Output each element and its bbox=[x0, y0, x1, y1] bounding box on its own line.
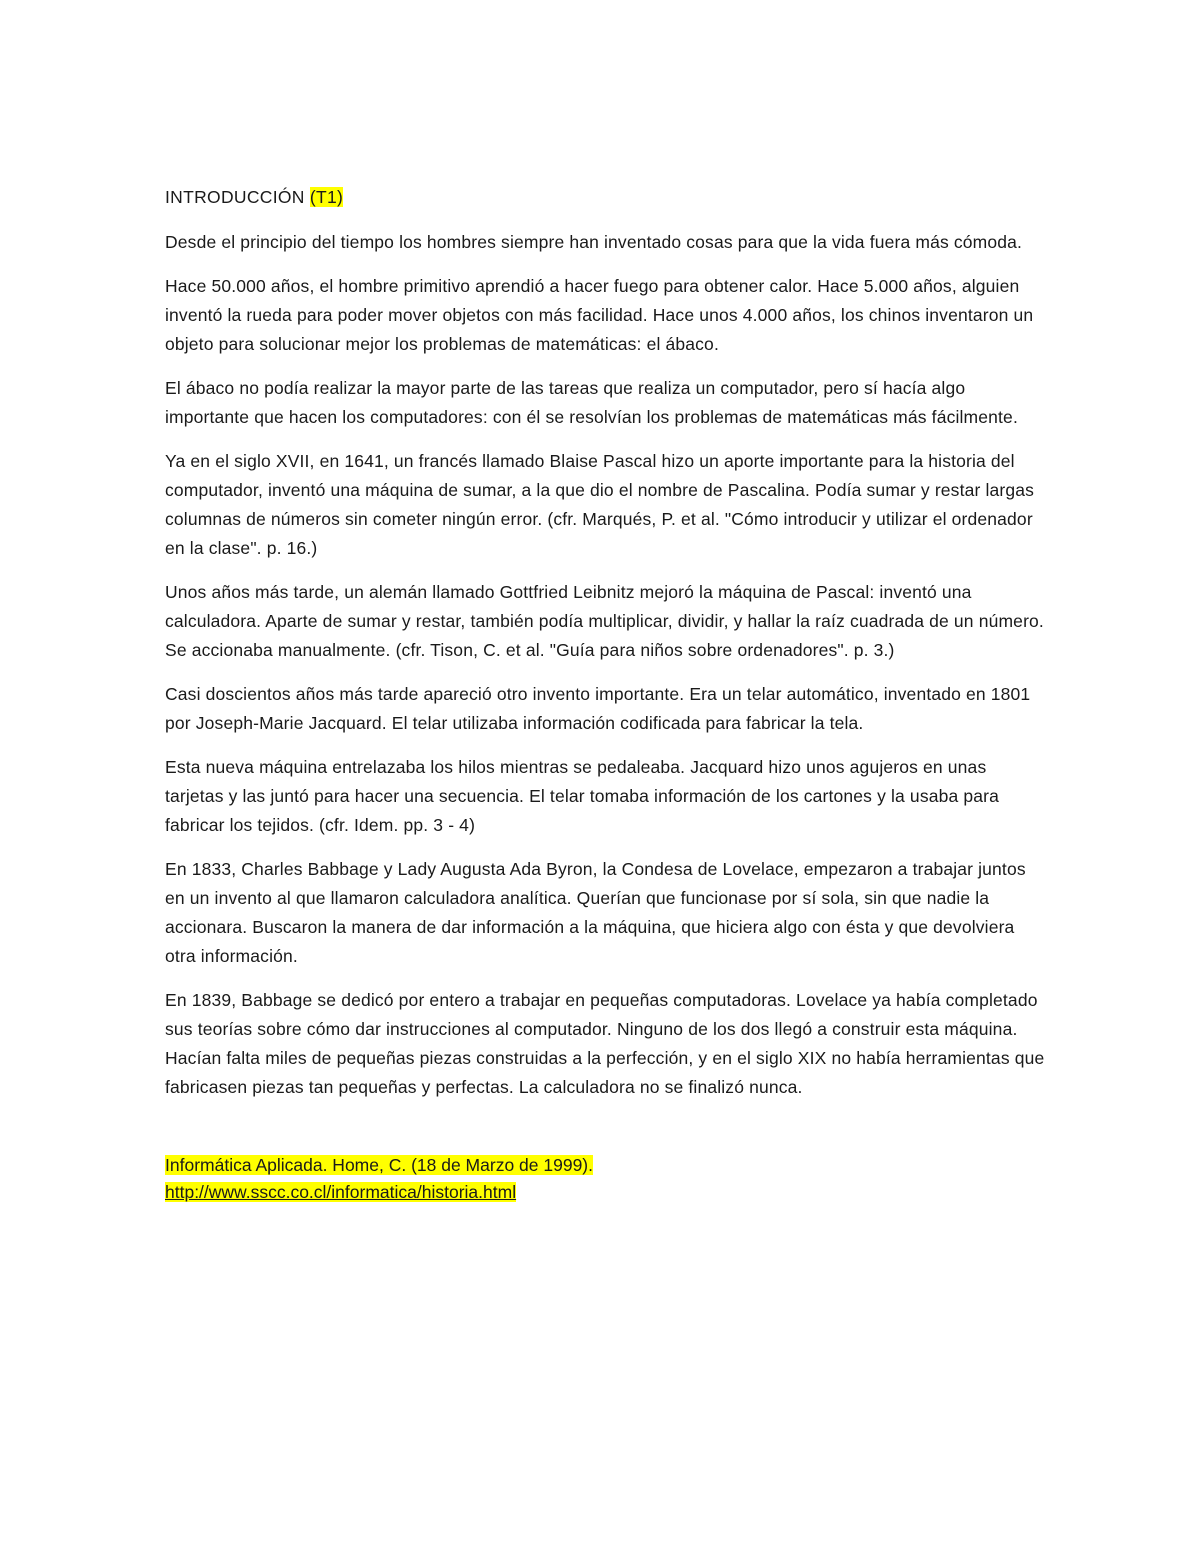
paragraph-9: En 1839, Babbage se dedicó por entero a trabajar en pequeñas computadoras. Lovelace ya había completado sus teorías sobre cómo dar instrucciones al computador. Ninguno de los dos llegó a construir esta máquina. Hacían falta miles de pequeñas piezas construidas a la perfección, y en el siglo XIX no había herramientas que fabricasen piezas tan pequeñas y perfectas. La calculadora no se finalizó nunca. bbox=[165, 990, 1045, 1097]
paragraph-2: Hace 50.000 años, el hombre primitivo aprendió a hacer fuego para obtener calor. Hace 5.000 años, alguien inventó la rueda para poder mover objetos con más facilidad. Hace unos 4.000 años, los chinos inventaron un objeto para solucionar mejor los problemas de matemáticas: el ábaco. bbox=[165, 276, 1034, 354]
title-text: INTRODUCCIÓN bbox=[165, 187, 305, 207]
document-page bbox=[165, 183, 1045, 1206]
title-tag-highlight: (T1) bbox=[309, 187, 344, 207]
paragraph-8: En 1833, Charles Babbage y Lady Augusta Ada Byron, la Condesa de Lovelace, empezaron a trabajar juntos en un invento al que llamaron calculadora analítica. Querían que funcionase por sí sola, sin que nadie la accionara. Buscaron la manera de dar información a la máquina, que hiciera algo con ésta y que devolviera otra información. bbox=[165, 859, 1026, 966]
paragraph-7: Esta nueva máquina entrelazaba los hilos mientras se pedaleaba. Jacquard hizo unos agujeros en unas tarjetas y las juntó para hacer una secuencia. El telar tomaba información de los cartones y la usaba para fabricar los tejidos. (cfr. Idem. pp. 3 - 4) bbox=[165, 757, 999, 835]
document-title bbox=[165, 183, 1045, 212]
paragraph-4: Ya en el siglo XVII, en 1641, un francés llamado Blaise Pascal hizo un aporte importante para la historia del computador, inventó una máquina de sumar, a la que dio el nombre de Pascalina. Podía sumar y restar largas columnas de números sin cometer ningún error. (cfr. Marqués, P. et al. "Cómo introducir y utilizar el ordenador en la clase". p. 16.) bbox=[165, 451, 1035, 558]
paragraph-1: Desde el principio del tiempo los hombres siempre han inventado cosas para que la vida fuera más cómoda. bbox=[165, 232, 1023, 252]
reference-block bbox=[165, 1152, 1045, 1206]
paragraph-3: El ábaco no podía realizar la mayor parte de las tareas que realiza un computador, pero sí hacía algo importante que hacen los computadores: con él se resolvían los problemas de matemáticas más fácilmente. bbox=[165, 378, 1018, 427]
reference-citation: Informática Aplicada. Home, C. (18 de Marzo de 1999). bbox=[165, 1155, 593, 1175]
paragraph-6: Casi doscientos años más tarde apareció otro invento importante. Era un telar automático, inventado en 1801 por Joseph-Marie Jacquard. El telar utilizaba información codificada para fabricar la tela. bbox=[165, 684, 1031, 733]
reference-url-link[interactable]: http://www.sscc.co.cl/informatica/historia.html bbox=[165, 1182, 517, 1202]
paragraph-5: Unos años más tarde, un alemán llamado Gottfried Leibnitz mejoró la máquina de Pascal: inventó una calculadora. Aparte de sumar y restar, también podía multiplicar, dividir, y hallar la raíz cuadrada de un número. Se accionaba manualmente. (cfr. Tison, C. et al. "Guía para niños sobre ordenadores". p. 3.) bbox=[165, 582, 1044, 660]
